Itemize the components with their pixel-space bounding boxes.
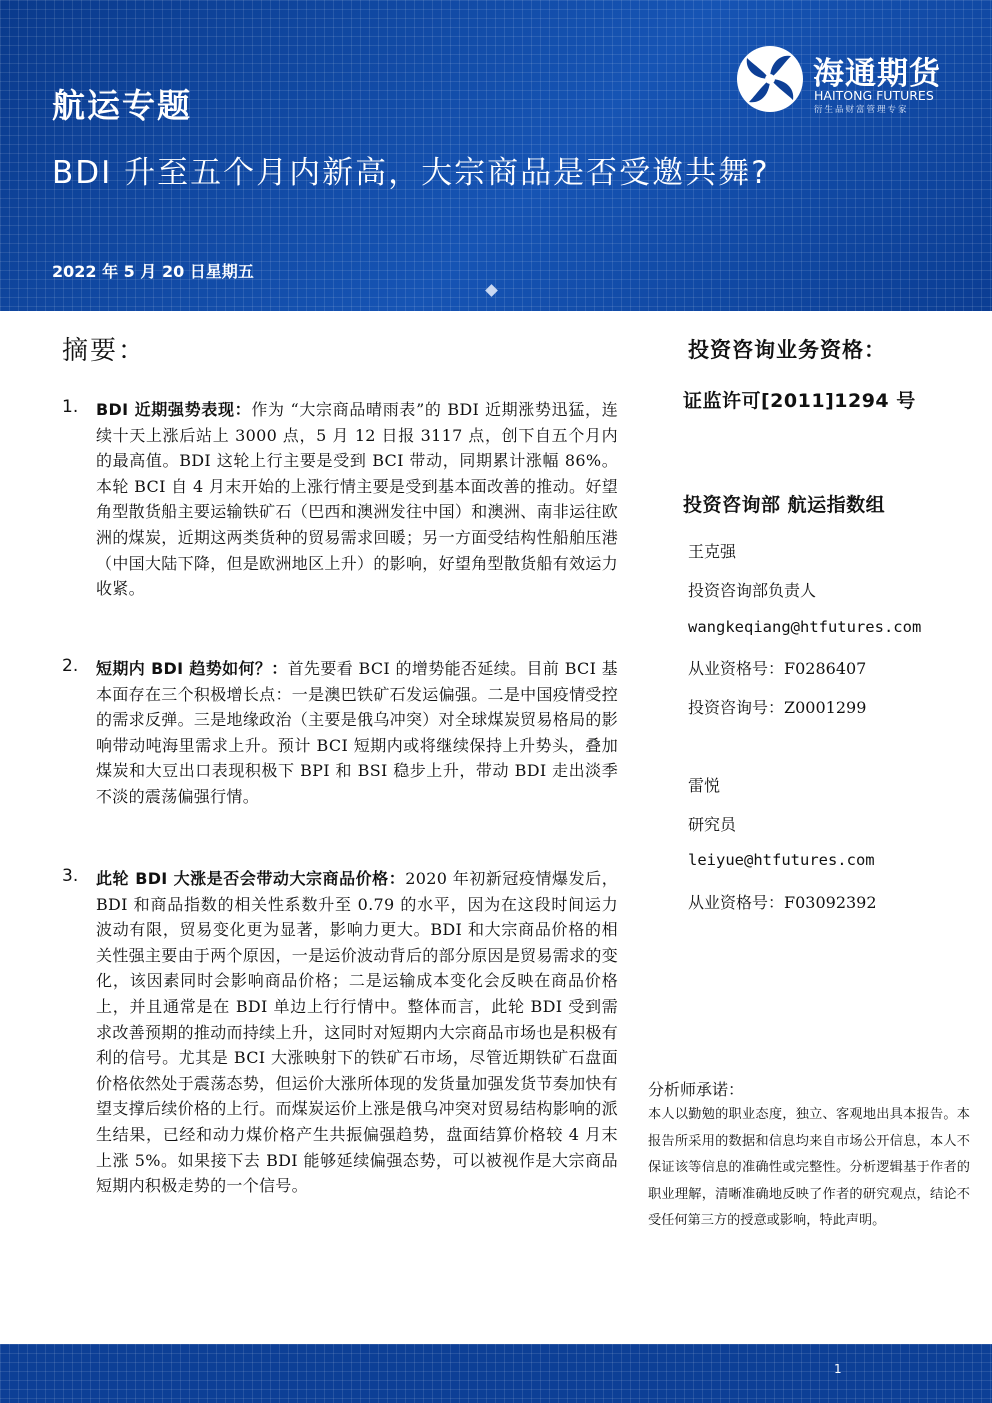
logo-name-cn: 海通期货 bbox=[813, 56, 941, 92]
diamond-ornament bbox=[485, 284, 498, 297]
qualification-license: 证监许可[2011]1294 号 bbox=[683, 390, 916, 412]
summary-heading: 摘要： bbox=[62, 336, 147, 366]
item-lead: BDI 近期强势表现： bbox=[96, 400, 252, 419]
item-lead: 短期内 BDI 趋势如何？： bbox=[96, 659, 288, 678]
analyst-name: 王克强 bbox=[688, 542, 737, 561]
logo-mark-icon bbox=[735, 44, 805, 114]
disclaimer-text: 本人以勤勉的职业态度，独立、客观地出具本报告。本报告所采用的数据和信息均来自市场公开信息，本人不保证该等信息的准确性或完整性。分析逻辑基于作者的职业理解，清晰准确地反映了作者的研究观点，结论不受任何第三方的授意或影响，特此声明。 bbox=[648, 1107, 970, 1228]
summary-item bbox=[62, 656, 618, 810]
item-number: 1. bbox=[62, 397, 79, 417]
footer-bar bbox=[0, 1344, 992, 1403]
item-number: 3. bbox=[62, 866, 79, 886]
logo-name-en: HAITONG FUTURES bbox=[814, 88, 934, 103]
series-title: 航运专题 bbox=[52, 86, 192, 125]
analyst-role: 研究员 bbox=[688, 815, 737, 834]
item-lead: 此轮 BDI 大涨是否会带动大宗商品价格： bbox=[96, 869, 406, 888]
item-number: 2. bbox=[62, 656, 79, 676]
analyst-license: 从业资格号：F03092392 bbox=[688, 893, 877, 912]
report-date: 2022 年 5 月 20 日星期五 bbox=[52, 262, 254, 281]
analyst-email[interactable]: leiyue@htfutures.com bbox=[688, 851, 875, 869]
analyst-email[interactable]: wangkeqiang@htfutures.com bbox=[688, 618, 922, 636]
disclaimer-title: 分析师承诺： bbox=[648, 1080, 745, 1099]
company-logo bbox=[735, 44, 955, 116]
item-text bbox=[96, 397, 618, 602]
analyst-consult-number: 投资咨询号：Z0001299 bbox=[688, 698, 867, 717]
header-banner bbox=[0, 0, 992, 311]
report-title: BDI 升至五个月内新高，大宗商品是否受邀共舞? bbox=[52, 155, 770, 191]
analyst-name: 雷悦 bbox=[688, 776, 721, 795]
department-name: 投资咨询部 航运指数组 bbox=[683, 494, 886, 516]
item-text bbox=[96, 656, 618, 810]
summary-item bbox=[62, 397, 618, 602]
qualification-title: 投资咨询业务资格： bbox=[688, 338, 886, 362]
logo-tagline: 衍生品财富管理专家 bbox=[814, 105, 909, 115]
item-text bbox=[96, 866, 618, 1199]
analyst-license: 从业资格号：F0286407 bbox=[688, 659, 867, 678]
summary-item bbox=[62, 866, 618, 1199]
page-number: 1 bbox=[834, 1362, 842, 1376]
item-body: 2020 年初新冠疫情爆发后，BDI 和商品指数的相关性系数升至 0.79 的水平，因为在这段时间运力波动有限，贸易变化更为显著，影响力更大。BDI 和大宗商品价格的相关性强主要由于两个原因，一是运价波动背后的部分原因是贸易需求的变化，该因素同时会影响商品价格；二是运输成本变化会反映在商品价格上，并且通常是在 BDI 单边上行行情中。整体而言，此轮 BDI 受到需求改善预期的推动而持续上升，这同时对短期内大宗商品市场也是积极有利的信号。尤其是 BCI 大涨映射下的铁矿石市场，尽管近期铁矿石盘面价格依然处于震荡态势，但运价大涨所体现的发货量加强发货节奏加快有望支撑后续价格的上行。而煤炭运价上涨是俄乌冲突对贸易结构影响的派生结果，已经和动力煤价格产生共振偏强趋势，盘面结算价格较 4 月末上涨 5%。如果接下去 BDI 能够延续偏强态势，可以被视作是大宗商品短期内积极走势的一个信号。 bbox=[96, 869, 618, 1196]
item-body: 作为 “大宗商品晴雨表”的 BDI 近期涨势迅猛，连续十天上涨后站上 3000 点，5 月 12 日报 3117 点，创下自五个月内的最高值。BDI 这轮上行主要是受到 BCI 带动，同期累计涨幅 86%。本轮 BCI 自 4 月末开始的上涨行情主要是受到基本面改善的推动。好望角型散货船主要运输铁矿石（巴西和澳洲发往中国）和澳洲、南非运往欧洲的煤炭，近期这两类货种的贸易需求回暖；另一方面受结构性船舶压港（中国大陆下降，但是欧洲地区上升）的影响，好望角型散货船有效运力收紧。 bbox=[96, 400, 618, 599]
analyst-role: 投资咨询部负责人 bbox=[688, 581, 817, 600]
item-body: 首先要看 BCI 的增势能否延续。目前 BCI 基本面存在三个积极增长点：一是澳巴铁矿石发运偏强。二是中国疫情受控的需求反弹。三是地缘政治（主要是俄乌冲突）对全球煤炭贸易格局的影响带动吨海里需求上升。预计 BCI 短期内或将继续保持上升势头，叠加煤炭和大豆出口表现积极下 BPI 和 BSI 稳步上升，带动 BDI 走出淡季不淡的震荡偏强行情。 bbox=[96, 659, 618, 806]
